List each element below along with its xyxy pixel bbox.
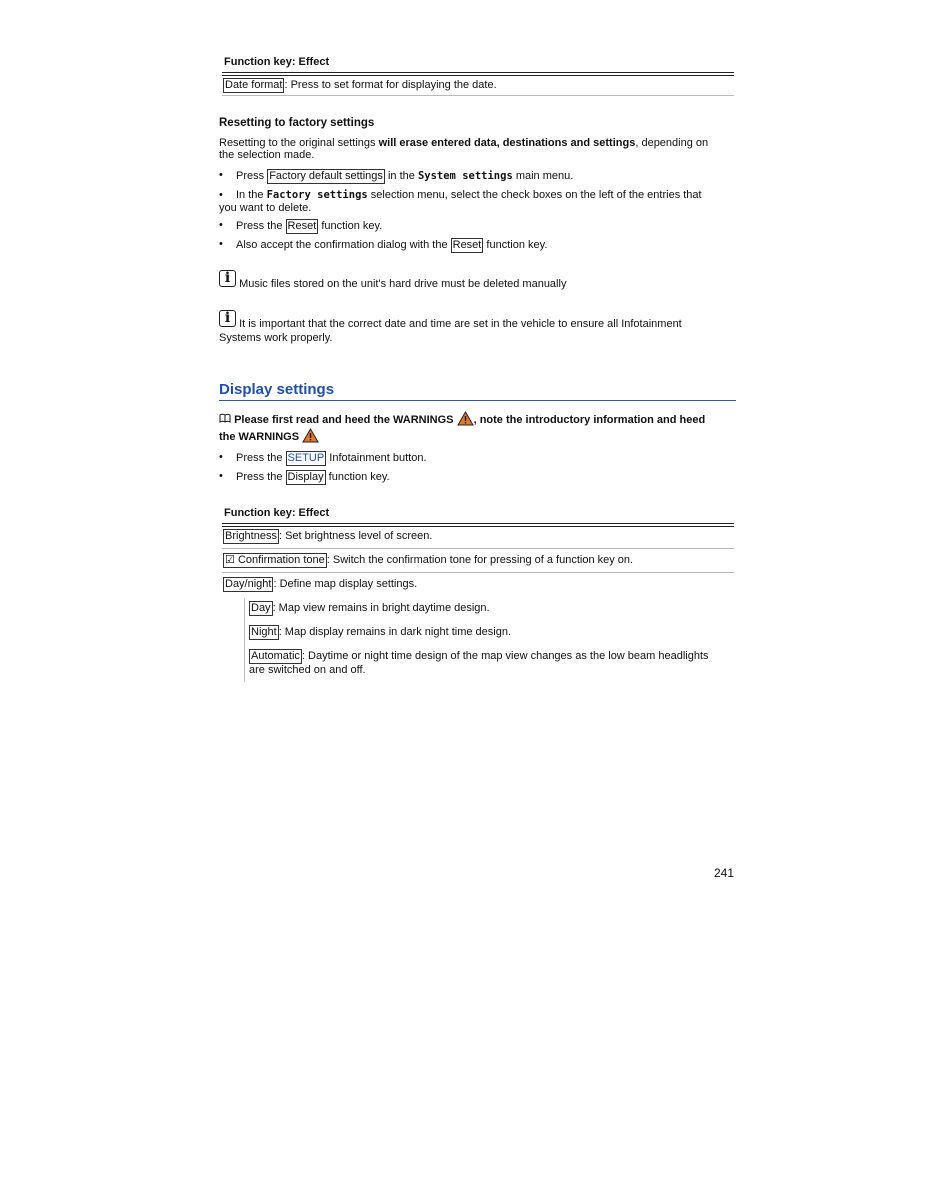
bullet: • xyxy=(219,470,223,482)
row-desc: : Daytime or night time design of the map view changes as the low beam headlights xyxy=(301,650,709,662)
heading-rule xyxy=(219,400,736,401)
warning-triangle-icon xyxy=(457,411,474,429)
sub-row xyxy=(249,625,511,640)
bullet: • xyxy=(219,219,223,231)
intro-bold: will erase entered data, destinations and settings xyxy=(378,137,636,149)
reset-key: Reset xyxy=(287,220,317,232)
menu-name: System settings xyxy=(417,170,513,182)
table-header: Function key: Effect xyxy=(224,56,330,68)
factory-default-settings-key: Factory default settings xyxy=(269,170,383,182)
row-desc: : Press to set format for displaying the date. xyxy=(284,79,497,91)
item-text: Press the xyxy=(236,471,286,483)
row-desc: : Define map display settings. xyxy=(273,578,418,590)
reset-key: Reset xyxy=(452,239,482,251)
warning-text: , note the introductory information and heed xyxy=(473,414,706,426)
intro-paragraph xyxy=(219,137,708,161)
bullet: • xyxy=(219,451,223,463)
item-text: in the xyxy=(384,170,418,182)
intro-text: , depending on xyxy=(635,137,709,149)
row-desc: : Map view remains in bright daytime design. xyxy=(272,602,490,614)
note xyxy=(219,310,682,330)
note-text: Systems work properly. xyxy=(219,332,333,344)
day-key: Day xyxy=(251,602,271,614)
row-desc: are switched on and off. xyxy=(249,664,366,676)
warning-line xyxy=(219,428,319,446)
book-icon xyxy=(219,414,234,426)
display-settings-heading: Display settings xyxy=(219,381,335,398)
item-text: Press the xyxy=(236,220,286,232)
menu-name: Factory settings xyxy=(266,189,368,201)
intro-text: the selection made. xyxy=(219,149,315,161)
sub-list-line xyxy=(244,598,245,682)
item-text: selection menu, select the check boxes on the left of the entries that xyxy=(367,189,702,201)
sub-row xyxy=(249,601,490,616)
row-desc: : Map display remains in dark night time design. xyxy=(278,626,512,638)
table-rule xyxy=(222,72,734,76)
table-row xyxy=(223,529,432,544)
item-text: main menu. xyxy=(512,170,574,182)
sub-row xyxy=(249,649,709,664)
info-icon: i xyxy=(219,310,236,327)
display-key: Display xyxy=(287,471,324,483)
brightness-key: Brightness xyxy=(225,530,277,542)
item-text: In the xyxy=(236,189,267,201)
item-text: function key. xyxy=(318,220,383,232)
table-row xyxy=(223,577,417,592)
note-text: It is important that the correct date and time are set in the vehicle to ensure all Infotainment xyxy=(239,318,682,330)
item-text: you want to delete. xyxy=(219,202,312,214)
confirmation-tone-key xyxy=(223,553,327,568)
checkbox-checked-icon: ☑ xyxy=(225,554,235,566)
item-text: Infotainment button. xyxy=(326,452,427,464)
item-text: Also accept the confirmation dialog with the xyxy=(236,239,451,251)
table-row xyxy=(223,553,633,568)
item-text: Press the xyxy=(236,452,286,464)
table-rule xyxy=(222,523,734,527)
row-desc: : Set brightness level of screen. xyxy=(278,530,433,542)
night-key: Night xyxy=(251,626,277,638)
item-text: function key. xyxy=(483,239,548,251)
warning-text: the WARNINGS xyxy=(219,431,300,443)
table-row xyxy=(223,78,497,93)
warning-text: Please first read and heed the WARNINGS xyxy=(234,414,454,426)
row-desc: : Switch the confirmation tone for pressing of a function key on. xyxy=(326,554,634,566)
automatic-key: Automatic xyxy=(251,650,300,662)
table-divider xyxy=(222,95,734,96)
page-number: 241 xyxy=(714,866,735,880)
setup-button: SETUP xyxy=(287,452,325,464)
table-header: Function key: Effect xyxy=(224,507,330,519)
note-text: Music files stored on the unit's hard drive must be deleted manually xyxy=(239,278,567,290)
warning-line xyxy=(219,411,705,429)
key-label: Confirmation tone xyxy=(237,554,325,566)
day-night-key: Day/night xyxy=(225,578,272,590)
bullet: • xyxy=(219,169,223,181)
bullet: • xyxy=(219,189,223,201)
item-text: function key. xyxy=(325,471,390,483)
section-heading: Resetting to factory settings xyxy=(219,117,375,129)
table-divider xyxy=(222,572,734,573)
info-icon: i xyxy=(219,270,236,287)
note xyxy=(219,270,567,290)
date-format-key: Date format xyxy=(225,79,283,91)
bullet: • xyxy=(219,238,223,250)
intro-text: Resetting to the original settings xyxy=(219,137,379,149)
item-text: Press xyxy=(236,170,268,182)
table-divider xyxy=(222,548,734,549)
warning-triangle-icon xyxy=(302,428,319,446)
